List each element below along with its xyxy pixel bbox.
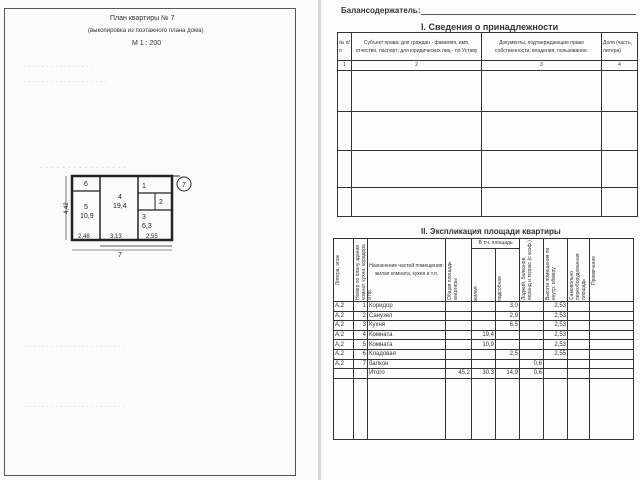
table-cell: 19,4	[472, 330, 496, 340]
table-cell: 6	[354, 349, 368, 359]
hdr-floor: Литера, этаж	[335, 254, 341, 286]
table-cell: 2,53	[544, 311, 568, 321]
floor-plan-page: План квартиры № 7 (выкопировка из поэтажного плана дома) М 1 : 200 . . . . . . . . . . . . . . . . . . . . . . . . . . . . . . . . . . . . . . . . . . . . . . . . . . . . . . . . . . . . . . . . . . . . . . . . . . . . . . . . . . . . . . . . . . . . . . . . . . . 7 6 5 10,9 4 19,4 1 2 3 6,3 4,42 2,48 3,13 2,55 7	[0, 0, 318, 480]
hdr-living: жилая	[473, 286, 479, 301]
table-cell: 3	[354, 321, 368, 331]
col-num-4: 4	[602, 61, 638, 71]
table-cell: 45,2	[446, 369, 472, 379]
table-cell: 2	[354, 311, 368, 321]
plan-subtitle: (выкопировка из поэтажного плана дома)	[88, 28, 204, 34]
table-cell: А,2	[334, 359, 354, 369]
hdr-loggia: Лоджий, балконов, веранд и террас (с коэф.)	[521, 240, 533, 300]
section2-title: II. Экспликация площади квартиры	[421, 227, 561, 236]
table-cell: 4	[354, 330, 368, 340]
col-subject-header: Субъект права: для граждан - фамилия, имя, отчество, паспорт; для юридических лиц - по Уставу	[352, 33, 482, 61]
table-cell	[544, 359, 568, 369]
table-cell: 1	[354, 302, 368, 312]
table-row	[334, 302, 634, 312]
table-cell: 14,9	[496, 369, 520, 379]
table-cell	[472, 359, 496, 369]
plan-scale: М 1 : 200	[132, 40, 162, 47]
total-row	[334, 369, 634, 379]
table-row	[334, 330, 634, 340]
col-num-2: 2	[352, 61, 482, 71]
dim-bottom-c: 2,55	[146, 234, 158, 240]
room-3-number: 3	[142, 214, 146, 221]
room-1-number: 1	[142, 183, 146, 190]
hdr-incl: В т.ч. площадь	[472, 239, 520, 249]
table-cell: 5	[354, 340, 368, 350]
table-cell: балкон	[368, 359, 446, 369]
table-row	[334, 359, 634, 369]
floor-plan-drawing	[60, 166, 200, 258]
hdr-unauth: Самовольно переоборудованная площадь	[569, 253, 587, 300]
table-cell: А,2	[334, 311, 354, 321]
room-5-area: 10,9	[80, 213, 94, 220]
hdr-purpose: Назначение частей помещения: жилая комната, кухня и т.п.	[368, 239, 446, 302]
table-cell	[496, 359, 520, 369]
section1-title: I. Сведения о принадлежности	[421, 22, 559, 32]
table-cell	[446, 349, 472, 359]
table-cell: 2,53	[544, 330, 568, 340]
table-cell	[472, 321, 496, 331]
table-cell	[520, 330, 544, 340]
hdr-height: Высота помещения по внутр. обмеру	[545, 247, 557, 300]
room-3-area: 6,3	[142, 223, 152, 230]
room-2-number: 2	[159, 199, 163, 206]
table-cell	[520, 349, 544, 359]
table-cell	[520, 311, 544, 321]
room-5-number: 5	[84, 204, 88, 211]
apartment-marker-label: 7	[182, 182, 186, 189]
table-cell: 10,9	[472, 340, 496, 350]
table-cell	[520, 340, 544, 350]
table-cell: 2,55	[544, 349, 568, 359]
explication-table	[333, 238, 634, 440]
table-cell	[446, 321, 472, 331]
table-cell: А,2	[334, 340, 354, 350]
hdr-total: Общая площадь квартиры	[447, 261, 459, 300]
table-cell	[496, 340, 520, 350]
table-cell	[446, 311, 472, 321]
plan-title: План квартиры № 7	[110, 15, 175, 22]
table-cell: Кухня	[368, 321, 446, 331]
table-cell	[520, 302, 544, 312]
table-cell: 2,53	[544, 321, 568, 331]
col-num-1: 1	[338, 61, 352, 71]
table-cell: 6,5	[496, 321, 520, 331]
table-cell: 2,5	[496, 349, 520, 359]
room-6-number: 6	[84, 181, 88, 188]
col-share-header: Доля (часть, литера)	[602, 33, 638, 61]
col-no-header: № п/п	[338, 33, 352, 61]
table-cell: 0,6	[520, 359, 544, 369]
table-cell: А,2	[334, 302, 354, 312]
table-row	[334, 349, 634, 359]
table-cell: 30,3	[472, 369, 496, 379]
hdr-room-no: Номер по плану здания комнат, кухни, коридора и пр.	[355, 244, 373, 300]
hdr-aux: подсобная	[497, 276, 503, 301]
table-cell: Коридор	[368, 302, 446, 312]
table-cell: А,2	[334, 349, 354, 359]
table-cell: 3,0	[496, 302, 520, 312]
table-row	[334, 311, 634, 321]
table-cell: 7	[354, 359, 368, 369]
dim-bottom-a: 2,48	[78, 234, 90, 240]
table-cell: Кладовая	[368, 349, 446, 359]
table-cell: 2,53	[544, 340, 568, 350]
table-cell: Итого	[368, 369, 446, 379]
room-4-number: 4	[118, 194, 122, 201]
table-cell: Санузел	[368, 311, 446, 321]
dim-bottom-b: 3,13	[110, 234, 122, 240]
table-cell	[520, 321, 544, 331]
table-cell: 2,53	[544, 302, 568, 312]
table-cell: Комната	[368, 330, 446, 340]
table-cell	[472, 302, 496, 312]
table-cell	[446, 302, 472, 312]
table-cell: Комната	[368, 340, 446, 350]
table-cell	[472, 349, 496, 359]
table-cell	[446, 359, 472, 369]
table-cell	[446, 340, 472, 350]
col-docs-header: Документы, подтверждающие право собственности, владения, пользования.	[482, 33, 602, 61]
ownership-table	[337, 32, 638, 217]
table-cell: А,2	[334, 321, 354, 331]
table-cell	[446, 330, 472, 340]
table-cell	[472, 311, 496, 321]
dim-bottom-label: 7	[118, 252, 122, 259]
table-cell: А,2	[334, 330, 354, 340]
table-cell: 0,6	[520, 369, 544, 379]
balance-holder-label: Балансодержатель:	[341, 6, 421, 15]
table-cell: 2,9	[496, 311, 520, 321]
table-row	[334, 321, 634, 331]
table-row	[334, 340, 634, 350]
dim-left: 4,42	[64, 202, 70, 214]
room-4-area: 19,4	[113, 203, 127, 210]
hdr-note: Примечание	[591, 255, 597, 285]
col-num-3: 3	[482, 61, 602, 71]
explication-page	[321, 0, 640, 480]
table-cell	[496, 330, 520, 340]
